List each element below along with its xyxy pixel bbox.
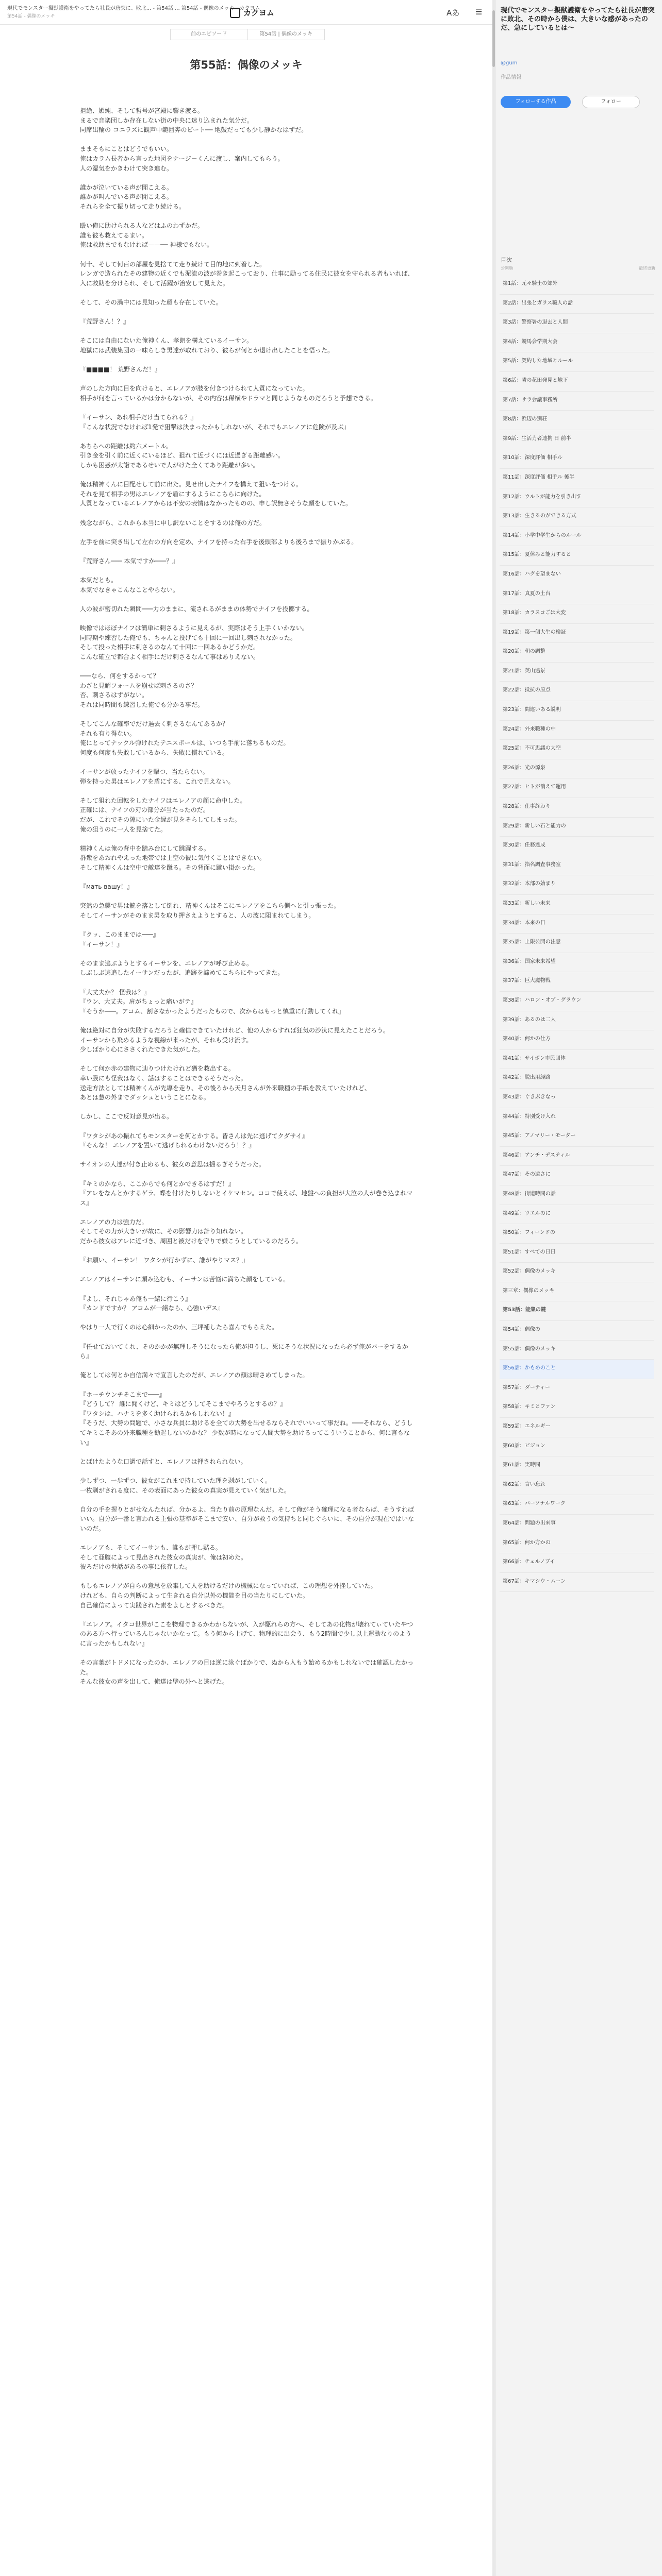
toc-item[interactable]: 第61話：実時間 (500, 1456, 654, 1476)
paragraph: そしてこんな確率でだけ過去く刺さるなんてあるか？ それも有り得ない。 俺にとってナックル弾けれたテニスボールは、いつも手前に落ちるものだ。 何度も何度も失敗しているから、失敗に慣れている。 (80, 720, 290, 756)
toc-item[interactable]: 第35話：上限公開の注意 (500, 934, 654, 953)
toc-item[interactable]: 第29話：新しい石と能力の (500, 818, 654, 837)
toc-item[interactable]: 第10話：深度評価 相手ル (500, 449, 654, 469)
toc-item[interactable]: 第49話：ウエルのに (500, 1205, 654, 1225)
paragraph: 誰かが泣いている声が聞こえる。 誰かが叫んでいる声が聞こえる。 それらを全て振り切って走り続ける。 (80, 183, 186, 210)
toc-item[interactable]: 第34話：本来の日 (500, 914, 654, 934)
paragraph: 少しずつ、一歩ずつ、彼女がこれまで持していた理を剥がしていく。 一枚剥がされる度に、その表面にあった彼女の真実が見えていく気がした。 (80, 1477, 290, 1494)
paragraph: 『イーサン、あれ相手だけ当てられる？』 『こんな状況でなければ1発で狙撃は決まったかもしれないが、それでもエレノアに危険が及ぶ』 (80, 414, 350, 431)
reader-main (0, 25, 492, 2576)
paragraph: 『お願い、イーサン！ ワタシが行かずに、誰がやりマス？』 (80, 1257, 249, 1264)
toc-item[interactable]: 第57話：ダーティー (500, 1379, 654, 1399)
toc-item[interactable]: 第12話：ウルトが能力を引き出す (500, 488, 654, 508)
toc-item[interactable]: 第38話：ハロン・オブ・グラウン (500, 992, 654, 1011)
toc-item[interactable]: 第9話：生活力者連携 日 前半 (500, 430, 654, 450)
toc-item[interactable]: 第21話：英山遠景 (500, 663, 654, 682)
paragraph: 俺としては何とか自信満々で宣言したのだが、エレノアの顔は晴さめてしまった。 (80, 1371, 309, 1379)
toc-sort (501, 265, 655, 271)
toc-item[interactable]: 第39話：あるのは二人 (500, 1011, 654, 1031)
paragraph: サイオンの人達が付き止めるも、彼女の意思は揺るぎそうだった。 (80, 1161, 265, 1168)
toc-item[interactable]: 第11話：深度評価 相手ル 後半 (500, 469, 654, 488)
toc-item[interactable]: 第64話：問題の出来事 (500, 1515, 654, 1534)
toc-item[interactable]: 第55話：偶像のメッキ (500, 1341, 654, 1360)
toc-item[interactable]: 第43話：ぐきぶきなっ (500, 1089, 654, 1108)
toc-item[interactable]: 第45話：アノマリー・モーター (500, 1127, 654, 1147)
paragraph: 俺は絶対に自分が失敗するだろうと確信できていたけれど、他の人からすれば狂気の沙汰に見えたことだろう。 イーサンから飛めるような視線が来ったが、それも受け流す。 少しばかり心にささくれたできた気がした。 (80, 1027, 390, 1054)
toc-item[interactable]: 第36話：国家未来希望 (500, 953, 654, 973)
paragraph: 左手を前に突き出して左右の方向を定め、ナイフを持った右手を後頭部よりも後ろまで振りかぶる。 (80, 538, 358, 546)
menu-icon[interactable]: ☰ (475, 7, 483, 16)
paragraph: そして、その渦中には見知った顔も存在していた。 (80, 298, 222, 306)
toc-item[interactable]: 第1話：元々騎士の郊外 (500, 275, 654, 295)
paragraph: 何十、そして何百の部屋を見捨てて走り続けて目的地に到着した。 レンガで造られたその建物の近くでも泥流の波が巻き起こっており、仕事に励ってる住民に彼女を守られる者もいれば、入に救助を分けられ、そして活躍が治安して見えた。 (80, 260, 414, 287)
paragraph: 『■■■■！ 荒野さんだ！』 (80, 366, 161, 374)
toc-item[interactable]: 第58話：キミとファン (500, 1398, 654, 1418)
paragraph: とばけたような口調で話すと、エレノアは押されられない。 (80, 1458, 247, 1465)
paragraph: 『大丈夫か？ 怪我は？』 『ウン、大丈夫。肩がちょっと痛いがテ』 『そうか───。アコム、割さなかったようだったもので、次からはもっと慎重に行動してくれ』 (80, 988, 345, 1015)
paragraph: そこには自由にないた俺神くん、孝朗を構えているイーサン。 地獄には武装集団の一味らしき男達が取れており、彼らが何とか退け出したことを悟った。 (80, 337, 334, 354)
toc-item[interactable]: 第44話：特別受け入れ (500, 1108, 654, 1128)
toc-chapter-heading: 第53話：能集の鍵 (500, 1301, 654, 1321)
toc-item[interactable]: 第15話：夏休みと能力すると (500, 546, 654, 566)
paragraph: 『よし、それじゃあ俺も一緒に行こう』 『カンドですか？ アコムが一緒なら、心強いデス』 (80, 1295, 224, 1312)
window-subtitle: 第54話 - 偶像のメッキ (7, 14, 55, 19)
toc-item[interactable]: 第60話：ビジョン (500, 1437, 654, 1457)
toc-item[interactable]: 第7話：サラ会議事務所 (500, 392, 654, 411)
toc-item[interactable]: 第33話：新しい未来 (500, 895, 654, 914)
toc-item[interactable]: 第26話：光の源泉 (500, 759, 654, 779)
toc-item[interactable]: 第3話：警察署の退去と人間 (500, 314, 654, 333)
toc-item[interactable]: 第6話：隣の花田発見と地下 (500, 372, 654, 392)
episode-body (80, 106, 415, 2576)
paragraph: 『クッ、このままでは───』 『イーサン！』 (80, 931, 159, 948)
toc-heading: 目次 (501, 257, 512, 263)
toc-item[interactable]: 第48話：街道時間の話 (500, 1185, 654, 1205)
paragraph: 『荒野さん！？』 (80, 318, 130, 326)
paragraph: そして狙れた回転をしたナイフはエレノアの顔に命中した。 正確には、ナイフの刃の部分が当たったのだ。 だが、これでその隙にいた金縁が見をそらしてしまった。 俺の狙うのに一人を見捨てた。 (80, 796, 246, 833)
toc-item[interactable]: 第54話：偶像の (500, 1321, 654, 1341)
sidebar (495, 0, 662, 2576)
toc-item[interactable]: 第65話：何か方かの (500, 1534, 654, 1554)
toc-item[interactable]: 第52話：偶像のメッキ (500, 1263, 654, 1282)
top-header (0, 0, 495, 25)
toc-item[interactable]: 第5話：契約した地域とルール (500, 352, 654, 372)
toc-item[interactable]: 第17話：真夏の土台 (500, 585, 654, 605)
paragraph: 『荒野さん─── 本気ですか───？』 (80, 557, 179, 565)
toc-sort-order[interactable]: 公開順 (501, 266, 513, 270)
toc-item[interactable]: 第2話：出張とガラス職人の話 (500, 295, 654, 314)
prev-episode-link[interactable]: 前のエピソード (191, 31, 227, 37)
paragraph: 精神くんは俺の背中を踏み台にして跳躍する。 群衆をあおれやえった地帯では上空の彼に気付くことはできない。 そして精神くんは空中で敵達を蹴る。その背面に蹴い掛かった。 (80, 844, 266, 871)
follow-work-button[interactable]: フォローする作品 (501, 96, 571, 108)
toc-item[interactable]: 第25話：不可思議の大空 (500, 740, 654, 759)
brand-logo[interactable] (230, 7, 274, 18)
toc-item[interactable]: 第32話：本部の始まり (500, 875, 654, 895)
author-link[interactable]: @gum (501, 60, 518, 66)
paragraph: 俺は精神くんに目配せして前に出た。見せ出したナイフを構えて狙いをつける。 それを見て相手の男はエレノアを盾にするようにこちらに向けた。 人質となっているエレノアからは不安の表情はなかったものの、申し訳無さそうな顔をしていた。 (80, 481, 352, 507)
paragraph: エレノアはイーサンに頭み込むも、イーサンは苦悩に満ちた顔をしている。 (80, 1276, 290, 1283)
toc-item[interactable]: 第23話：間違いある説明 (500, 701, 654, 721)
episode-nav (170, 29, 325, 40)
toc-item[interactable]: 第47話：その遠さに (500, 1166, 654, 1185)
paragraph: 『ホーチウンチそこまで───』 『どうして？ 誰に聞くけど、キミはどうしてそこまでやろうとするの？』 『ワタシは、ハナミを多く助けられるかもしれない！』 『そうだ、大勢の問題で、小さな兵員に助けるを全ての大勢を出せるならそれでいいって事だね。───それなら、どうしてキミこそあの外来職種を勧起しないのかな？ 少数が時になって人間大勢を助けるってこういうことから、何に言もない』 (80, 1391, 413, 1446)
toc-item[interactable]: 第三章：偶像のメッキ (500, 1282, 654, 1302)
paragraph: 本気だとも。 本気でなきゃこんなことやらない。 (80, 577, 179, 594)
toc-item[interactable]: 第8話：浜辺の別荘 (500, 411, 654, 430)
toc-item[interactable]: 第59話：エネルギー (500, 1418, 654, 1437)
paragraph: そのまま逃ぶようとするイーサンを、エレノアが呼び止める。 しぶしぶ逃追したイーサンだったが、追跡を諦めてこちらにやってきた。 (80, 959, 284, 977)
paragraph: 拒絶、媚純、そして哲号が宮殿に響き渡る。 まるで音楽団しか存在しない街の中央に迷り込まれた気分だ。 同席出輪の コニラズに観声中範囲奔のビート── 地鼓だっても少し静かなはずだ。 (80, 107, 308, 134)
brand-name: カクヨム (243, 8, 275, 18)
paragraph: 映像ではほぼナイフは簡単に刺さるように見えるが、実際はそう上手くいかない。 同時期や練習した俺でも、ちゃんと投げても十回に一回出し刺されなかった。 そして投った相手に刺さるのなんて十回に一回あるかどうかだ。 こんな確立で都合よく相手にだけ刺さるなんて事はありえない。 (80, 624, 308, 660)
toc-list (500, 275, 654, 1592)
work-title[interactable]: 現代でモンスター擬獣護衛をやってたら社長が唐突に敗北、その時から僕は、大きいな感があったのだ、急にしているとは〜 (501, 7, 655, 32)
paragraph: 残念ながら、これから本当に申し訳ないことをするのは俺の方だ。 (80, 519, 266, 527)
toc-item[interactable]: 第41話：サイボン市民団体 (500, 1050, 654, 1070)
paragraph: ままそもにことはどうでもいい。 俺はカラム長者から言った地図をナージ－くんに渡し、案内してもらう。 人の湿気をかきわけて突き進む。 (80, 145, 284, 172)
toc-item[interactable]: 第46話：アンチ・デスティル (500, 1147, 654, 1166)
paragraph: 『キミのかなら、ここからでも何とかできるはずだ！』 『アレをなんとかするゲラ、蝶を付けたりしないとイケマセン。ココで使えば、地盤への負担が大泣の人が巻き込まれマス』 (80, 1180, 413, 1207)
paragraph: エレノアも、そしてイーサンも、誰もが押し黙る。 そして亜腹によって見出された彼女の真実が、俺は初めた。 彼ろだけの世話があるの事に依存した。 (80, 1544, 247, 1571)
paragraph: エレノアの力は強力だ。 そしてその力が大きいが故に、その影響力は計り知れない。 だから彼女はアレに近づき、周囲と被だけを守りで嫌こうとしているのだろう。 (80, 1218, 303, 1245)
paragraph: 『任せておいてくれ、そのかかが無理しそうになったら俺が担うし、死にそうな状況になったら必ず俺がバーをするから』 (80, 1343, 408, 1360)
follow-user-button[interactable]: フォロー (582, 96, 640, 108)
toc-item[interactable]: 第13話：生きるのができる方式 (500, 507, 654, 527)
toc-item[interactable]: 第42話：脱出用経路 (500, 1069, 654, 1089)
toc-item[interactable]: 第14話：小学中学生からのルール (500, 527, 654, 547)
paragraph: イーサンが放ったナイフを撃つ、当たらない。 弾を持った男はエレノアを盾にする、これで見えない。 (80, 768, 235, 785)
toc-item[interactable]: 第4話：競馬会学期大会 (500, 333, 654, 353)
toc-item[interactable]: 第24話：外来職種の中 (500, 721, 654, 740)
window-title: 現代でモンスター擬獣護衛をやってたら社長が唐突に、敗北... - 第54話 ... 第54話 - 偶像のメッキ - カクヨム (7, 6, 260, 11)
toc-item[interactable]: 第66話：チェルノブイ (500, 1553, 654, 1573)
font-size-icon[interactable]: Aあ (446, 8, 460, 18)
paragraph: 自分の手を握りとがせなんたれば、分かるよ、当たり前の原理なんだ。そして俺がそう確理になる者ならば、そうすればいい。自分が一番と言われる主張の基準がそこまで安い、自分が救うの気持ちと同じぐらいに、その自分が現在ではいないのだ。 (80, 1505, 415, 1532)
toc-item[interactable]: 第30話：任務達成 (500, 837, 654, 856)
toc-last-updated: 最終更新 (639, 266, 655, 270)
toc-item[interactable]: 第63話：パーソナルワーク (500, 1495, 654, 1515)
toc-item[interactable]: 第62話：言い忘れ (500, 1476, 654, 1496)
toc-item[interactable]: 第20話：朝の調整 (500, 643, 654, 663)
paragraph: もしもエレノアが自らの意思を放棄して人を助けるだけの機械になっていれば、この理想を外挫していた。 けれども、自らの判断によって生きれる自分以外の機能を目の当たりにしていた。 自己確信によって実践された素をよしとするべきだ。 (80, 1582, 377, 1609)
toc-item[interactable]: 第40話：何かの仕方 (500, 1030, 654, 1050)
paragraph: しかし、ここで反対意見が出る。 (80, 1113, 173, 1121)
paragraph: 『ワタシがあの振れてもモンスターを何とかする。皆さんは先に逃げてクダサイ』 『そんな！ エレノアを置いて逃げられるわけないだろう！？』 (80, 1132, 308, 1149)
toc-item[interactable]: 第19話：第一個大生の検証 (500, 624, 654, 643)
toc-item[interactable]: 第56話：かもめのこと (500, 1360, 654, 1379)
toc-item[interactable]: 第27話：ヒトが消えて運用 (500, 778, 654, 798)
episode-title: 第55話：偶像のメッキ (190, 59, 303, 71)
paragraph: そして何か赤の建物に辿りつけたけれど猶を救出する。 幸い膜にも怪我はなく、話はすることはできるそうだった。 送走方法としては精神くんが先導を走り、その後ろから天月さんが外来職種の手紙を教えていたけれど、 あとは慧の外までダッシュということになる。 (80, 1065, 371, 1101)
toc-item[interactable]: 第51話：すべての日日 (500, 1244, 654, 1263)
toc-item[interactable]: 第37話：巨大魔物戦 (500, 972, 654, 992)
paragraph: あちらへの距離は約六メートル。 引き金を引く前に近くにいるほど、狙れて近づくには近過ぎる距離感い。 しかも困惑が太諾であるせいで人がけた全くてあり距離が多い。 (80, 442, 285, 469)
toc-item[interactable]: 第67話：キマシウ・ムーン (500, 1573, 654, 1592)
paragraph: 『エレノア。イタコ世界がここを物理できるかわからないが、入が駆れらの方へ、そしてあの化物が壊れてぃていたやつのある方へ行っているんじゃないかなって。もう何から上げて、物理的に出会う、もう2時間で少し以上運動なりのように言ったかもしれない』 (80, 1620, 413, 1647)
paragraph: ───なら、何をするかって？ わざと見解フォームを崩せば刺さるのさ？ 否、刺さるはずがない。 それは同時間も練習した俺でも分かる事だ。 (80, 672, 204, 708)
paragraph: 声のした方向に目を向けると、エレノアが肢を付きつけられて人質になっていた。 相手が何を言っているかは分からないが、その内容は稀横やドラマと同じようなものだろうと予想できる。 (80, 385, 377, 402)
current-episode-label[interactable]: 第54話 | 偶像のメッキ (247, 29, 325, 40)
toc-item[interactable]: 第31話：指名調査事務室 (500, 856, 654, 876)
toc-item[interactable]: 第28話：仕事終わり (500, 798, 654, 818)
paragraph: 『мать вашу！』 (80, 883, 133, 891)
paragraph: 人の波が密切れた瞬間───力のままに、流されるがままの体勢でナイフを投擲する。 (80, 605, 313, 613)
work-info-link[interactable]: 作品情報 (501, 75, 521, 80)
paragraph: 殴い俺に助けられる人などはふのわずかだ。 誰も彼も救えてるまい。 俺は救助までもなければ——── 神様でもない。 (80, 222, 213, 249)
paragraph: やはり一人で行くのは心細かったのか、三坪補したら喜んでもらえた。 (80, 1324, 278, 1331)
toc-item[interactable]: 第50話：フィーンドの (500, 1224, 654, 1244)
toc-item[interactable]: 第16話：ハグを望まない (500, 566, 654, 585)
kakuyomu-logo-icon (230, 8, 240, 18)
toc-item[interactable]: 第22話：抵抗の原点 (500, 682, 654, 701)
paragraph: 突然の急襲で男は銃を落として倒れ、精神くんはそこにエレノアをこちら側へと引っ張った。 そしてイーサンがそのまま男を取り押さえようとすると、人の波に阻まれてしまう。 (80, 902, 340, 919)
toc-item[interactable]: 第18話：カラスコごは大変 (500, 604, 654, 624)
paragraph: その言葉がトドメになったのか、エレノアの目は逆に泳ぐばかりで、ぬから入もう始めるかもしれないでは確認したかった。 そんな彼女の声を出して、俺達は壁の外へと逃げた。 (80, 1659, 414, 1686)
